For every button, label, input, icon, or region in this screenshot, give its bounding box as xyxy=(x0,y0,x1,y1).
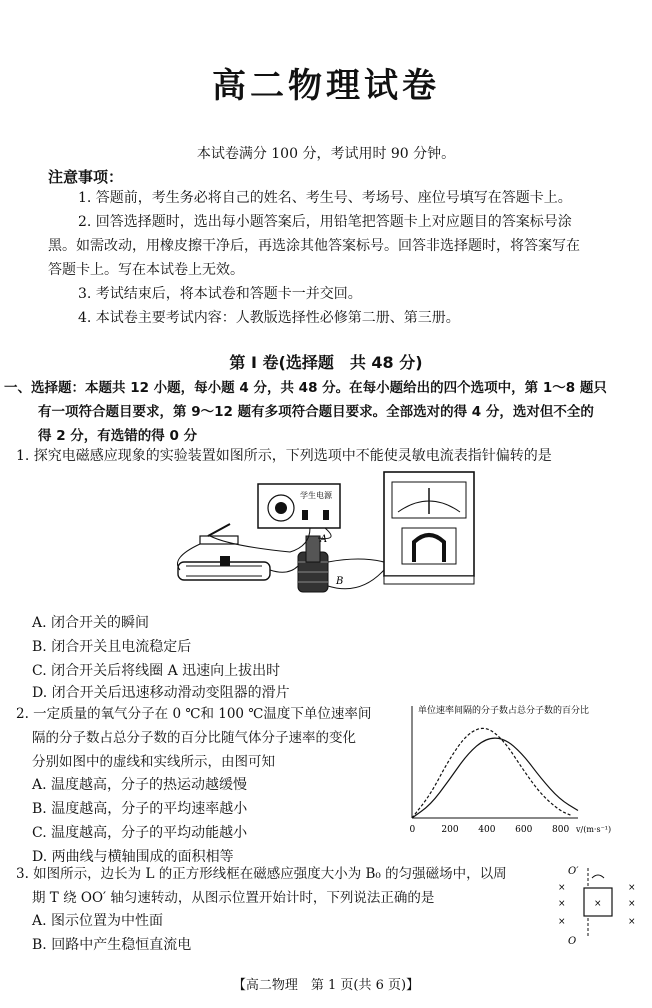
chart-ylabel: 单位速率间隔的分子数占总分子数的百分比 xyxy=(418,706,590,716)
exam-info: 本试卷满分 100 分，考试用时 90 分钟。 xyxy=(196,146,456,162)
coil-a-label: A xyxy=(320,534,328,545)
coil-a xyxy=(306,536,320,562)
svg-text:×: × xyxy=(558,917,566,927)
axis-top-label: O′ xyxy=(568,866,579,877)
notice-item-3: 3. 考试结束后，将本试卷和答题卡一并交回。 xyxy=(78,286,362,302)
q1-option-b: B. 闭合开关且电流稳定后 xyxy=(32,639,192,655)
coil-b-label: B xyxy=(336,576,344,587)
q2-stem-2: 隔的分子数占总分子数的百分比随气体分子速率的变化 xyxy=(32,730,356,746)
q2-option-a: A. 温度越高，分子的热运动越缓慢 xyxy=(32,777,248,793)
q1-option-c: C. 闭合开关后将线圈 A 迅速向上拔出时 xyxy=(32,663,281,679)
x-tick-label: 400 xyxy=(478,825,496,835)
q1-apparatus-figure xyxy=(170,466,480,611)
notice-item-2-cont: 黑。如需改动，用橡皮擦干净后，再选涂其他答案标号。回答非选择题时，将答案写在 xyxy=(48,238,580,254)
q3-magnetic-field-figure xyxy=(548,862,644,946)
svg-text:×: × xyxy=(558,883,566,893)
section-instructions-1: 一、选择题：本题共 12 小题，每小题 4 分，共 48 分。在每小题给出的四个选项中，第 1～8 题只 xyxy=(4,380,607,396)
q3-option-a: A. 图示位置为中性面 xyxy=(32,913,164,929)
notice-heading: 注意事项： xyxy=(48,168,124,186)
q2-speed-distribution-chart xyxy=(400,700,646,840)
section-instructions-3: 得 2 分，有选错的得 0 分 xyxy=(38,428,198,444)
axis-bottom-label: O xyxy=(568,936,577,946)
svg-text:×: × xyxy=(628,883,636,893)
svg-text:×: × xyxy=(628,899,636,909)
q2-stem-1: 2. 一定质量的氧气分子在 0 ℃和 100 ℃温度下单位速率间 xyxy=(16,706,372,722)
svg-text:×: × xyxy=(558,899,566,909)
notice-item-2-end: 答题卡上。写在本试卷上无效。 xyxy=(48,262,244,278)
page-footer: 【高二物理 第 1 页(共 6 页)】 xyxy=(232,978,420,993)
chart-xlabel: v/(m·s⁻¹) xyxy=(576,825,612,834)
exam-title: 高二物理试卷 xyxy=(212,66,440,106)
x-tick-label: 800 xyxy=(552,825,570,835)
q3-stem-2: 期 T 绕 OO′ 轴匀速转动，从图示位置开始计时，下列说法正确的是 xyxy=(32,890,435,906)
q2-stem-3: 分别如图中的虚线和实线所示，由图可知 xyxy=(32,754,275,770)
q1-option-d: D. 闭合开关后迅速移动滑动变阻器的滑片 xyxy=(32,685,290,701)
notice-item-2: 2. 回答选择题时，选出每小题答案后，用铅笔把答题卡上对应题目的答案标号涂 xyxy=(78,214,572,230)
q1-stem: 1. 探究电磁感应现象的实验装置如图所示，下列选项中不能使灵敏电流表指针偏转的是 xyxy=(16,448,552,464)
section-title: 第 Ⅰ 卷(选择题 共 48 分) xyxy=(229,353,423,372)
q2-option-d: D. 两曲线与横轴围成的面积相等 xyxy=(32,849,234,865)
curve-dashed xyxy=(412,728,571,818)
power-label: 学生电源 xyxy=(300,491,332,500)
q3-stem-1: 3. 如图所示，边长为 L 的正方形线框在磁感应强度大小为 B₀ 的匀强磁场中，以周 xyxy=(16,866,507,882)
q1-option-a: A. 闭合开关的瞬间 xyxy=(32,615,150,631)
x-tick-label: 600 xyxy=(515,825,533,835)
svg-text:×: × xyxy=(594,899,602,909)
x-tick-label: 200 xyxy=(441,825,459,835)
x-tick-label: 0 xyxy=(409,825,416,835)
q2-option-b: B. 温度越高，分子的平均速率越小 xyxy=(32,801,248,817)
q2-option-c: C. 温度越高，分子的平均动能越小 xyxy=(32,825,248,841)
q3-option-b: B. 回路中产生稳恒直流电 xyxy=(32,937,192,953)
section-instructions-2: 有一项符合题目要求，第 9～12 题有多项符合题目要求。全部选对的得 4 分，选对但不全的 xyxy=(38,404,594,420)
notice-item-1: 1. 答题前，考生务必将自己的姓名、考生号、考场号、座位号填写在答题卡上。 xyxy=(78,190,572,206)
svg-text:×: × xyxy=(628,917,636,927)
notice-item-4: 4. 本试卷主要考试内容：人教版选择性必修第二册、第三册。 xyxy=(78,310,460,326)
rotation-arrow xyxy=(592,875,604,878)
curve-solid xyxy=(412,738,578,818)
